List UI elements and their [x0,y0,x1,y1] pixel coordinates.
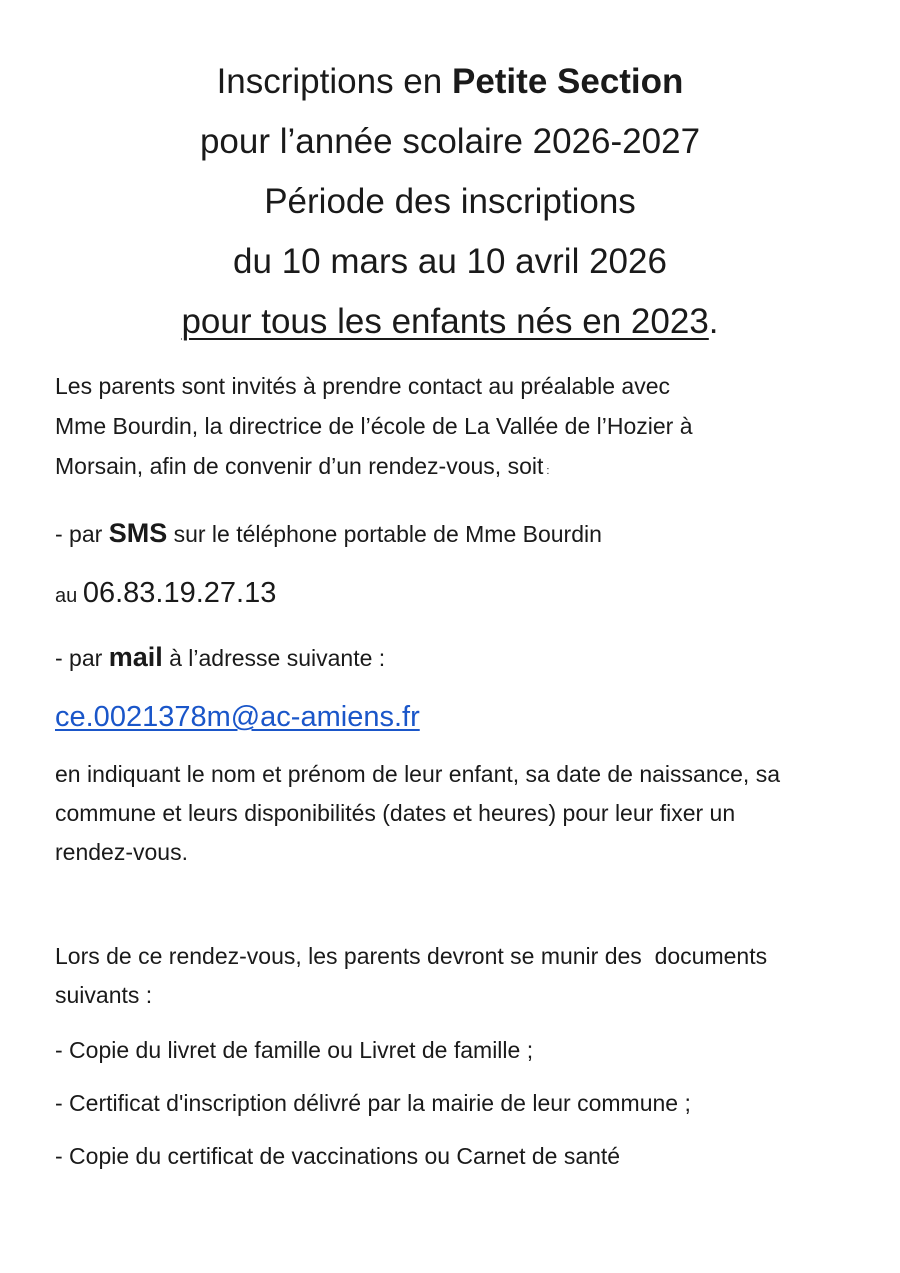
email-link[interactable]: ce.0021378m@ac-amiens.fr [55,701,420,733]
documents-intro-paragraph [55,937,855,1015]
phone-prefix: au [55,585,83,607]
intro-line-1: Les parents sont invités à prendre contact au préalable avec [55,373,670,399]
document-item: - Certificat d'inscription délivré par la mairie de leur commune ; [55,1090,691,1116]
intro-line-3 [55,446,855,491]
title-line-1-text: Inscriptions en [216,62,452,101]
intro-colon: : [543,465,550,477]
sms-contact-line [55,513,855,554]
document-item: - Copie du livret de famille ou Livret de famille ; [55,1037,534,1063]
sms-suffix: sur le téléphone portable de Mme Bourdin [167,521,602,547]
document-title [0,52,900,352]
email-line [55,697,855,737]
document-item: - Copie du certificat de vaccinations ou Carnet de santé [55,1143,621,1169]
sms-keyword: SMS [108,518,168,548]
title-line-2: pour l’année scolaire 2026-2027 [199,122,701,161]
indication-line-3: rendez-vous. [55,839,188,865]
mail-contact-line [55,637,855,678]
documents-intro-line-1: Lors de ce rendez-vous, les parents devront se munir des documents [55,943,768,969]
title-line-4: du 10 mars au 10 avril 2026 [233,242,667,281]
mail-suffix: à l’adresse suivante : [162,645,386,671]
title-line-1 [0,52,900,112]
phone-number: 06.83.19.27.13 [82,577,277,609]
indication-line-1: en indiquant le nom et prénom de leur enfant, sa date de naissance, sa [55,761,780,787]
intro-paragraph [55,366,855,491]
indication-line-2: commune et leurs disponibilités (dates et heures) pour leur fixer un [55,800,736,826]
mail-prefix: - par [55,645,109,671]
title-line-5 [0,292,900,352]
intro-line-3-text: Morsain, afin de convenir d’un rendez-vous, soit [55,453,544,479]
title-birth-year-underlined: pour tous les enfants nés en 2023 [181,302,709,341]
title-period: . [708,302,719,341]
intro-line-2: Mme Bourdin, la directrice de l’école de La Vallée de l’Hozier à [55,413,693,439]
documents-intro-line-2: suivants : [55,982,153,1008]
mail-keyword: mail [108,642,163,672]
indication-paragraph [55,755,855,872]
phone-line [55,573,855,616]
title-line-3: Période des inscriptions [264,182,636,221]
sms-prefix: - par [55,521,109,547]
title-level-bold: Petite Section [451,62,684,101]
